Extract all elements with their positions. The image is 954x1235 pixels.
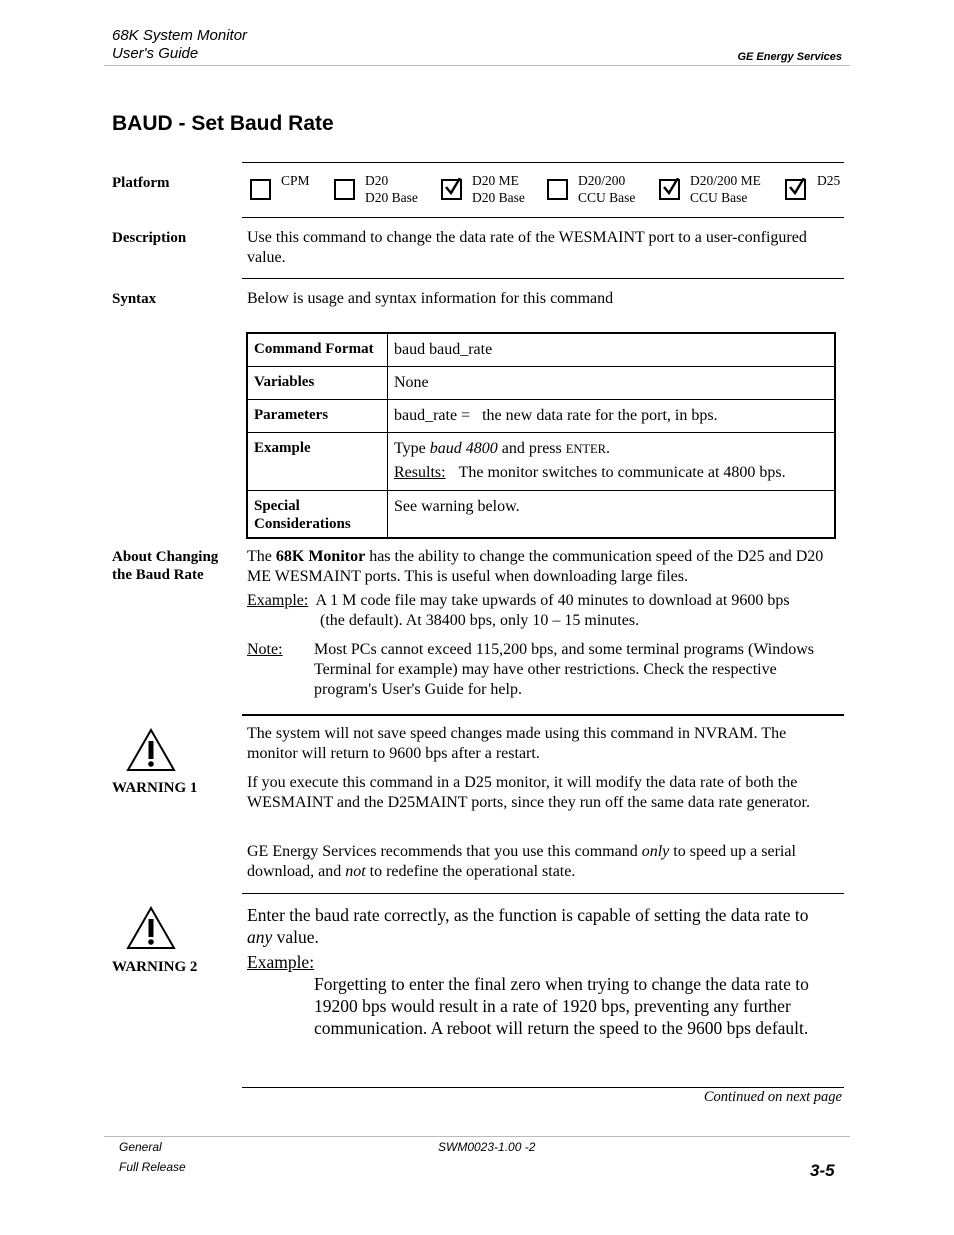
special-considerations-label: Special Considerations [247,491,388,539]
footer-divider [104,1136,850,1137]
special-considerations-value: See warning below. [388,491,836,539]
syntax-rule [242,278,844,279]
checkbox-cpm [250,179,271,200]
example-command: baud 4800 [429,440,498,457]
warning1-label: WARNING 1 [112,780,198,796]
doc-title [112,27,247,63]
syntax-intro: Below is usage and syntax information for this command [247,290,614,307]
note-label: Note: [247,641,283,658]
platform-d20-me: D20 ME D20 Base [472,173,525,205]
example-value: Type baud 4800 and press ENTER. Results: The monitor switches to communicate at 4800 bps. [388,433,836,491]
syntax-label: Syntax [112,291,157,307]
platform-d20-200-ccu: D20/200 CCU Base [578,173,636,205]
description-text: Use this command to change the data rate of the WESMAINT port to a user-configured value. [247,229,807,266]
checkbox-d20-200-me-checked [659,179,680,200]
parameters-value: baud_rate = the new data rate for the port, in bps. [388,400,836,433]
table-row-parameters [247,400,835,433]
about-paragraph: The 68K Monitor has the ability to change the communication speed of the D25 and D20 ME WESMAINT ports. This is useful when downloading large files. [247,548,824,585]
continued-rule [242,1087,844,1088]
continued-note: Continued on next page [703,1089,842,1105]
footer-general: General [119,1140,162,1154]
header-divider [104,65,850,66]
checkmark-icon [444,178,462,196]
table-row-command-format [247,333,835,367]
warning2-example-text: Forgetting to enter the final zero when trying to change the data rate to 19200 bps would result in a rate of 1920 bps, preventing any further communication. A reboot will return the speed to the 9600 bps default. [314,974,809,1038]
warning2-rule [242,893,844,894]
warning1-rule [242,714,844,716]
command-format-label: Command Format [247,333,388,367]
warning2-label: WARNING 2 [112,959,198,975]
about-label: About Changing the Baud Rate [112,549,219,583]
footer-release: Full Release [119,1160,186,1174]
command-format-value: baud baud_rate [388,333,836,367]
syntax-table [246,332,836,539]
about-example-label: Example: [247,592,309,609]
checkbox-d25-checked [785,179,806,200]
checkbox-d20-me-checked [441,179,462,200]
platform-d20-base: D20 D20 Base [365,173,418,205]
enter-key: ENTER [565,442,607,456]
description-rule [242,217,844,218]
doc-title-line2: User's Guide [112,45,199,62]
platform-label: Platform [112,175,170,191]
results-text: The monitor switches to communicate at 4800 bps. [458,464,786,481]
variables-label: Variables [247,367,388,400]
note-text: Most PCs cannot exceed 115,200 bps, and some terminal programs (Windows Terminal for example) may have other restrictions. Check the respective program's User's Guide for help. [314,641,815,698]
warning1-p3: GE Energy Services recommends that you use this command only to speed up a serial download, and not to redefine the operational state. [247,843,796,880]
example-label: Example [247,433,388,491]
platform-top-rule [242,162,844,163]
warning1-p2: If you execute this command in a D25 monitor, it will modify the data rate of both the WESMAINT and the D25MAINT ports, since they run off the same data rate generator. [247,774,810,811]
page-number: 3-5 [810,1161,835,1180]
platform-d25: D25 [817,173,841,188]
table-row-variables [247,367,835,400]
warning2-p1: Enter the baud rate correctly, as the function is capable of setting the data rate to any value. [247,905,809,947]
table-row-special [247,491,835,539]
variables-value: None [388,367,836,400]
checkmark-icon [662,178,680,196]
table-row-example [247,433,835,491]
results-label: Results: [394,464,446,481]
warning-icon [126,728,176,772]
monitor-name: 68K Monitor [275,548,366,565]
warning1-p1: The system will not save speed changes made using this command in NVRAM. The monitor will return to 9600 bps after a restart. [247,725,787,762]
page-title: BAUD - Set Baud Rate [112,112,334,135]
platform-cpm: CPM [281,173,310,188]
checkmark-icon [788,178,806,196]
company-name: GE Energy Services [737,51,842,63]
description-label: Description [112,230,187,246]
checkbox-d20-200-ccu [547,179,568,200]
warning2-example-label: Example: [247,952,315,972]
doc-title-line1: 68K System Monitor [112,27,248,44]
footer-doc-number: SWM0023-1.00 -2 [438,1140,536,1154]
parameters-label: Parameters [247,400,388,433]
warning-icon [126,906,176,950]
checkbox-d20-base [334,179,355,200]
about-example: Example: A 1 M code file may take upwards of 40 minutes to download at 9600 bps (the default). At 38400 bps, only 10 – 15 minutes. [247,592,790,629]
platform-d20-200-me-ccu: D20/200 ME CCU Base [690,173,761,205]
